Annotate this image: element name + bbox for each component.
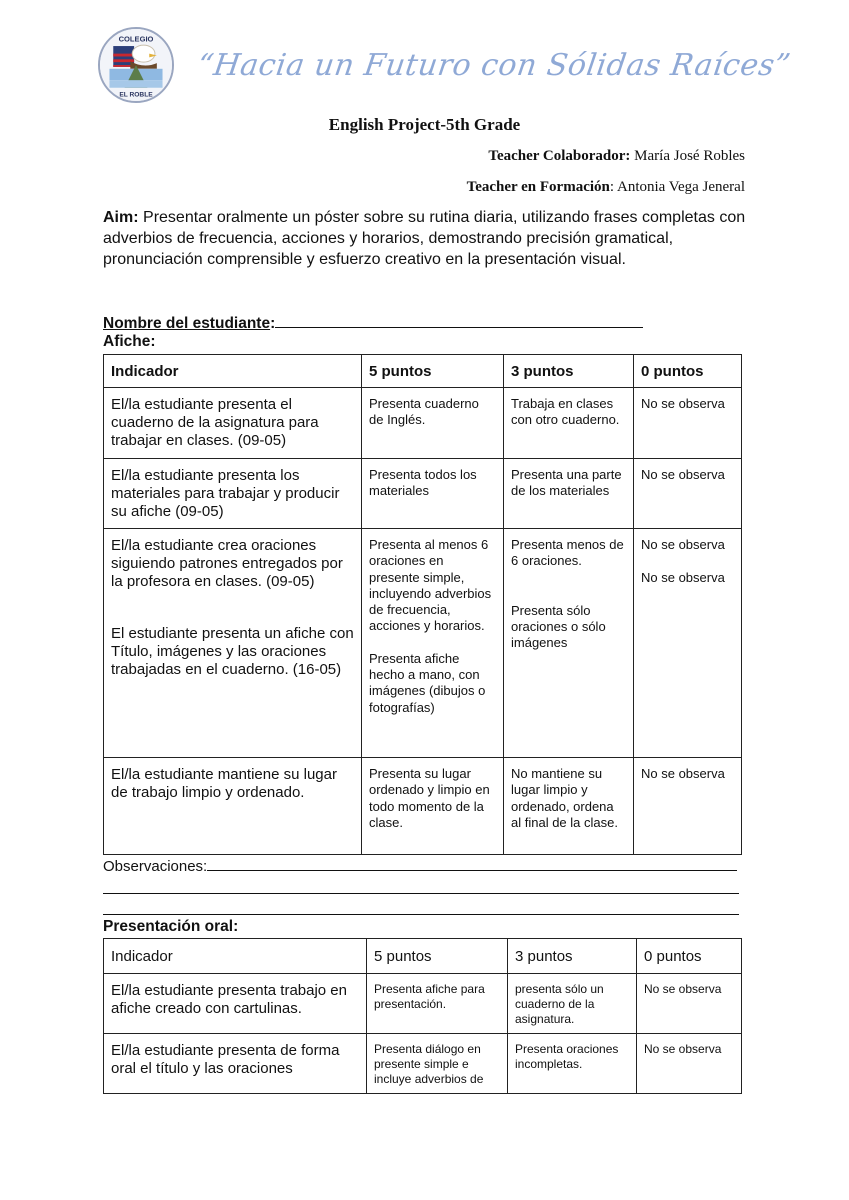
teacher-formacion-line <box>467 179 745 196</box>
table-header-row <box>104 355 742 388</box>
three-points-cell: Presenta oraciones incompletas. <box>508 1034 637 1094</box>
svg-text:COLEGIO: COLEGIO <box>118 34 154 44</box>
five-points-cell: Presenta cuaderno de Inglés. <box>362 388 504 459</box>
indicator-cell: El/la estudiante presenta trabajo en afiche creado con cartulinas. <box>104 974 367 1034</box>
observaciones-input-line[interactable] <box>207 856 737 871</box>
header-indicador: Indicador <box>104 939 367 974</box>
table-row <box>104 388 742 459</box>
aim-label: Aim: <box>103 209 139 226</box>
three-points-cell: Presenta menos de 6 oraciones. Presenta sólo oraciones o sólo imágenes <box>504 529 634 758</box>
zero-points-cell: No se observa <box>637 1034 742 1094</box>
header-3-puntos: 3 puntos <box>504 355 634 388</box>
teacher-colaborador-name: María José Robles <box>634 148 745 164</box>
observaciones-line-3[interactable] <box>103 914 739 915</box>
presentacion-oral-rubric-table <box>103 938 742 1094</box>
table-row <box>104 974 742 1034</box>
observaciones-field <box>103 856 737 875</box>
aim-paragraph <box>103 207 748 270</box>
five-points-cell: Presenta al menos 6 oraciones en presente simple, incluyendo adverbios de frecuencia, acciones y horarios. Presenta afiche hecho a mano, con imágenes (dibujos o fotografías) <box>362 529 504 758</box>
observaciones-label: Observaciones: <box>103 858 208 875</box>
indicator-cell: El/la estudiante presenta de forma oral el título y las oraciones <box>104 1034 367 1094</box>
table-row <box>104 1034 742 1094</box>
afiche-rubric-table <box>103 354 742 855</box>
header-indicador: Indicador <box>104 355 362 388</box>
aim-text: Presentar oralmente un póster sobre su rutina diaria, utilizando frases completas con adverbios de frecuencia, acciones y horarios, demostrando precisión gramatical, pronunciación comprensible y esfuerzo creativo en la presentación visual. <box>103 209 746 268</box>
zero-points-cell: No se observa No se observa <box>634 529 742 758</box>
header-0-puntos: 0 puntos <box>634 355 742 388</box>
school-motto: “Hacia un Futuro con Sólidas Raíces” <box>195 48 793 83</box>
indicator-cell: El/la estudiante crea oraciones siguiendo patrones entregados por la profesora en clases. (09-05) El estudiante presenta un afiche con Título, imágenes y las oraciones trabajadas en el cuaderno. (16-05) <box>104 529 362 758</box>
zero-points-cell: No se observa <box>634 758 742 855</box>
student-name-label: Nombre del estudiante <box>103 315 271 332</box>
zero-points-cell: No se observa <box>634 388 742 459</box>
three-points-cell: Presenta una parte de los materiales <box>504 459 634 529</box>
teacher-colaborador-line <box>488 148 745 165</box>
teacher-colaborador-label: Teacher Colaborador: <box>488 148 631 164</box>
svg-text:EL ROBLE: EL ROBLE <box>119 91 153 99</box>
indicator-cell: El/la estudiante presenta los materiales para trabajar y producir su afiche (09-05) <box>104 459 362 529</box>
three-points-cell: presenta sólo un cuaderno de la asignatura. <box>508 974 637 1034</box>
presentacion-oral-section-label: Presentación oral: <box>103 918 239 935</box>
header-3-puntos: 3 puntos <box>508 939 637 974</box>
school-logo <box>98 27 174 103</box>
five-points-cell: Presenta afiche para presentación. <box>367 974 508 1034</box>
teacher-formacion-label: Teacher en Formación <box>466 179 610 195</box>
header-5-puntos: 5 puntos <box>367 939 508 974</box>
afiche-section-label: Afiche: <box>103 333 156 350</box>
five-points-cell: Presenta su lugar ordenado y limpio en todo momento de la clase. <box>362 758 504 855</box>
zero-points-cell: No se observa <box>634 459 742 529</box>
three-points-cell: Trabaja en clases con otro cuaderno. <box>504 388 634 459</box>
table-header-row <box>104 939 742 974</box>
indicator-cell: El/la estudiante mantiene su lugar de trabajo limpio y ordenado. <box>104 758 362 855</box>
document-title: English Project-5th Grade <box>328 115 521 134</box>
header-5-puntos: 5 puntos <box>362 355 504 388</box>
student-name-input-line[interactable] <box>275 313 643 328</box>
five-points-cell: Presenta todos los materiales <box>362 459 504 529</box>
five-points-cell: Presenta diálogo en presente simple e incluye adverbios de <box>367 1034 508 1094</box>
three-points-cell: No mantiene su lugar limpio y ordenado, ordena al final de la clase. <box>504 758 634 855</box>
student-name-field: Nombre del estudiante: <box>103 313 643 333</box>
table-row <box>104 459 742 529</box>
header-0-puntos: 0 puntos <box>637 939 742 974</box>
indicator-cell: El/la estudiante presenta el cuaderno de la asignatura para trabajar en clases. (09-05) <box>104 388 362 459</box>
teacher-formacion-name: : Antonia Vega Jeneral <box>609 179 745 195</box>
school-crest-icon <box>100 29 172 101</box>
table-row <box>104 529 742 758</box>
table-row <box>104 758 742 855</box>
observaciones-line-2[interactable] <box>103 893 739 894</box>
zero-points-cell: No se observa <box>637 974 742 1034</box>
